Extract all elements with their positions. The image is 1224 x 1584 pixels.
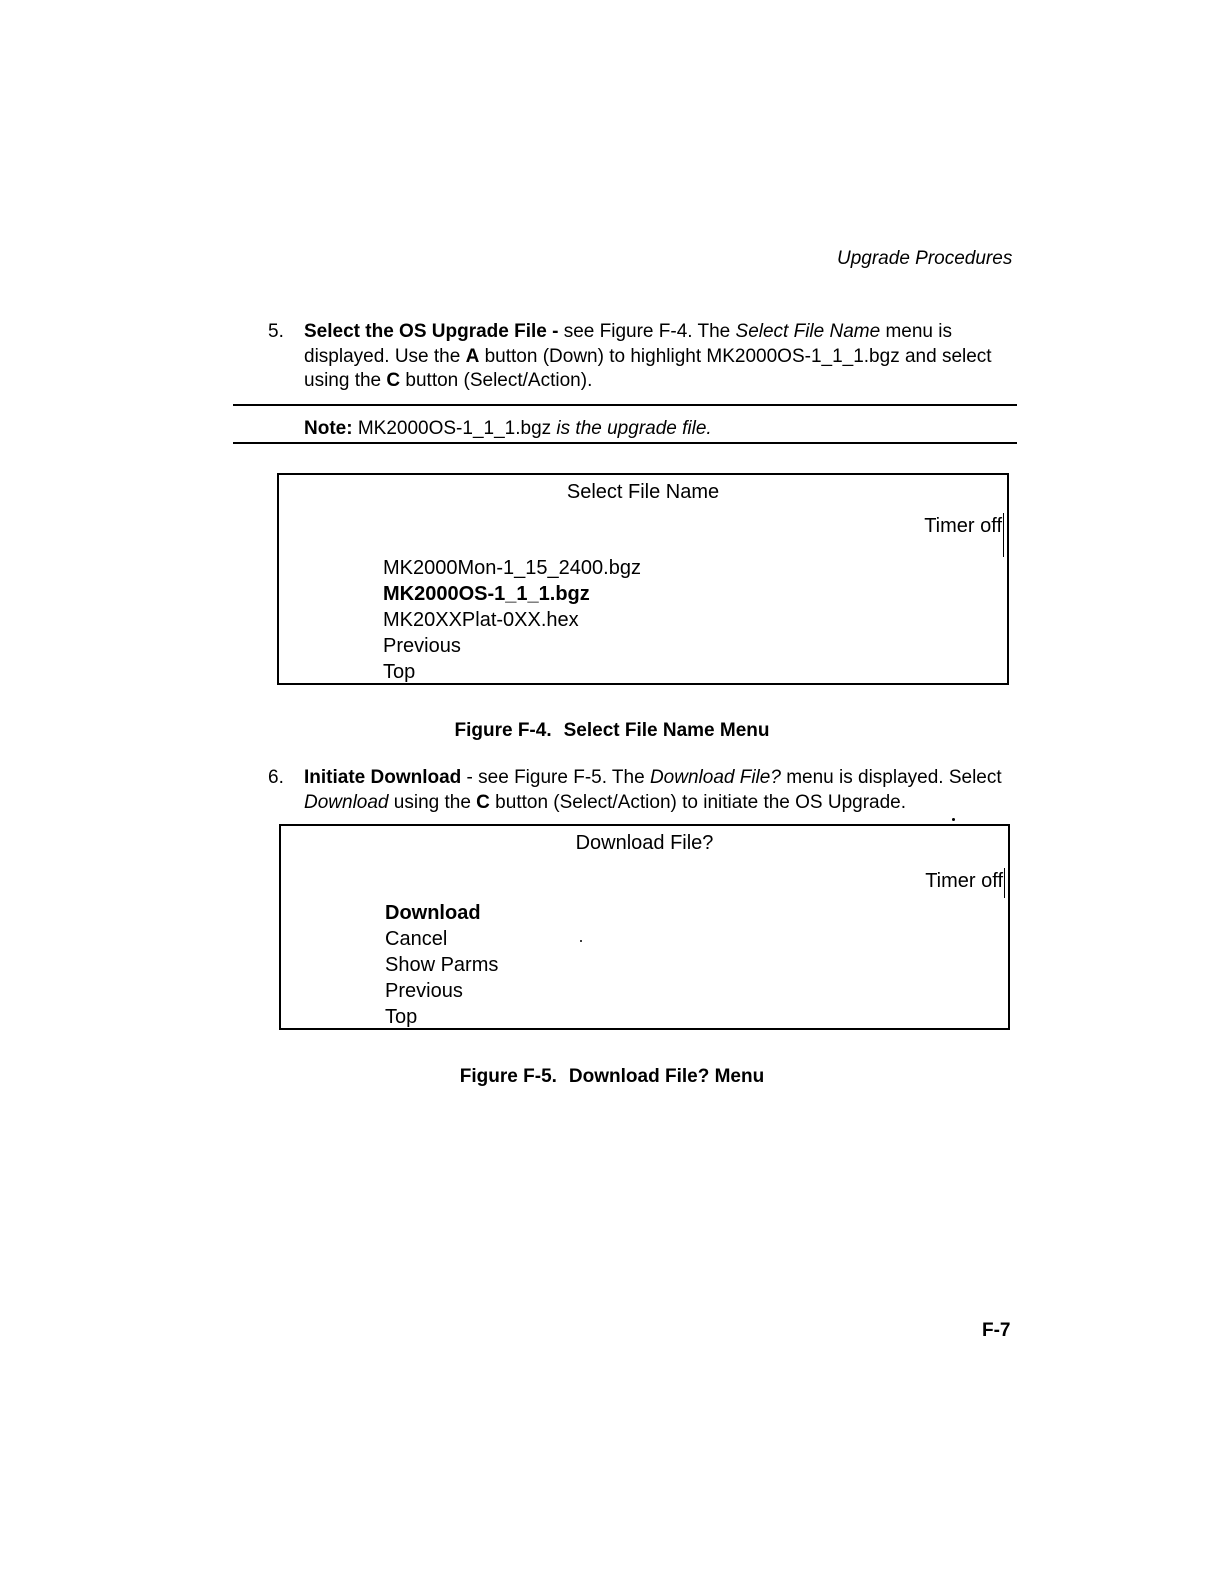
note-label: Note: [304,418,353,439]
menu-name: Download File? [649,767,781,788]
caption-text: Select File Name Menu [563,720,770,741]
timer-divider [1003,513,1004,557]
scan-speck [952,818,955,821]
menu-item-mk2000mon[interactable]: MK2000Mon-1_15_2400.bgz [383,557,641,579]
caption-number: Figure F-4. [454,720,552,741]
step-lead: Initiate Download [304,767,462,788]
key-a: A [465,345,480,367]
timer-divider [1004,868,1005,898]
menu-title: Select File Name [566,481,720,503]
note-rule-bottom [233,442,1017,444]
key-c: C [476,791,490,813]
download-options-list [385,900,498,1030]
file-list [383,555,641,685]
step-6 [268,766,1028,815]
menu-item-previous[interactable]: Previous [383,635,461,657]
menu-item-show-parms[interactable]: Show Parms [385,954,499,976]
menu-item-top[interactable]: Top [383,661,416,683]
key-c: C [386,370,401,391]
step-lead: Select the OS Upgrade File - [304,321,559,342]
note-filename: MK2000OS-1_1_1.bgz [352,418,557,439]
step-text-part: using the [388,791,477,813]
menu-item-top[interactable]: Top [385,1006,418,1028]
download-file-menu [279,824,1010,1030]
timer-status: Timer off [925,870,1003,892]
timer-status: Timer off [924,515,1002,537]
menu-item-download-selected[interactable]: Download [385,902,481,924]
note [304,418,712,440]
step-text-part: button (Down) to highlight MK2000OS-1_1_1.bgz and select using the [304,345,992,391]
menu-item-previous[interactable]: Previous [385,980,463,1002]
step-text-part: menu is displayed. Use the [304,321,952,367]
section-title: Upgrade Procedures [837,248,1013,269]
step-text-part: see Figure F-4. The [558,321,736,342]
step-text-part: menu is displayed. Select [780,767,1002,788]
step-text [304,766,1028,815]
step-5 [268,320,1028,394]
note-rule-top [233,404,1017,406]
menu-item-mk20xxplat[interactable]: MK20XXPlat-0XX.hex [383,609,579,631]
step-text-part: button (Select/Action). [400,370,593,391]
menu-item-mk2000os-selected[interactable]: MK2000OS-1_1_1.bgz [383,583,590,605]
scan-speck [580,940,582,942]
step-number: 5. [268,321,284,342]
caption-number: Figure F-5. [459,1066,557,1087]
figure-f4-caption [0,720,1224,742]
menu-item-cancel[interactable]: Cancel [385,928,448,950]
note-text: is the upgrade file. [556,418,712,439]
step-number: 6. [268,767,284,788]
page-number: F-7 [982,1320,1011,1341]
caption-text: Download File? Menu [568,1066,765,1087]
step-text [304,320,1028,394]
step-text-part: button (Select/Action) to initiate the OS Upgrade. [489,791,907,813]
menu-title: Download File? [575,832,714,854]
action-name: Download [304,791,389,813]
menu-name: Select File Name [735,321,881,342]
figure-f5-caption [0,1066,1224,1088]
step-text-part: - see Figure F-5. The [461,767,650,788]
select-file-name-menu [277,473,1009,685]
